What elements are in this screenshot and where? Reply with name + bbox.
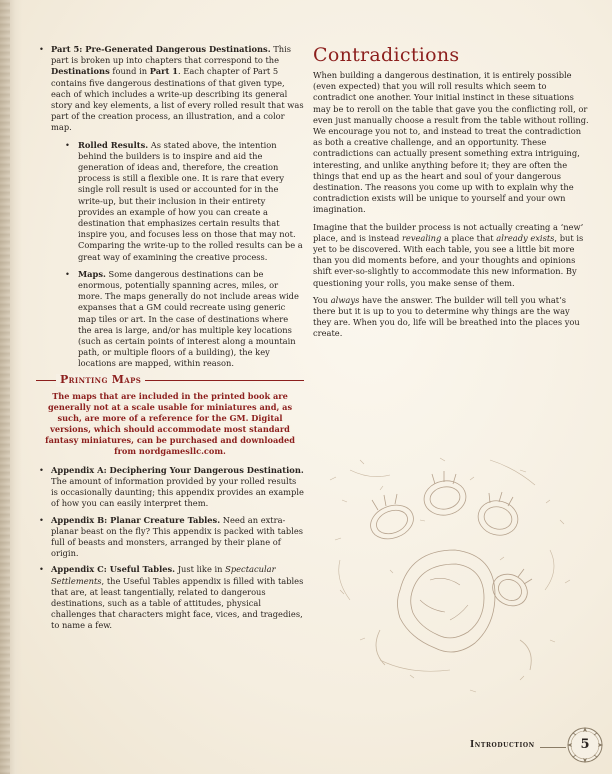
list-item-appendix-b <box>36 515 304 560</box>
emphasis-revealing: revealing <box>401 232 442 243</box>
printing-maps-sidebar <box>36 372 304 457</box>
part5-text: This part is broken up into chapters that correspond to the <box>51 44 292 66</box>
paragraph-text: Imagine that the builder process is not actually creating a ‘new’ place, and is instead <box>313 221 584 243</box>
emphasis-already-exists: already exists <box>496 232 555 243</box>
page-edge-decoration <box>0 0 22 774</box>
list-item-maps <box>51 269 304 370</box>
footer-divider <box>540 747 566 748</box>
paragraph-2 <box>313 222 589 289</box>
paragraph-text: a place that <box>441 232 497 243</box>
list-item-appendix-c <box>36 564 304 631</box>
paragraph-text: have the answer. The builder will tell you what’s there but it is up to you to determine why things are the way they are. When you do, life will be breathed into the places you create. <box>313 294 580 339</box>
list-item-part5 <box>36 44 304 370</box>
part5-text: . Each chapter of Part 5 contains five dangerous destinations of that given type, each of which includes a write-up describing its general story and key elements, a list of every rolled result that was part of the creation process, an illustration, and a color map. <box>51 66 304 133</box>
rolled-results-text: As stated above, the intention behind the builders is to inspire and aid the generation of ideas and, therefore, the creation process is still a flexible one. It is rare that every single roll result is used or accounted for in the write-up, but their inclusion in their entirety provides an example of how you can create a destination that emphasizes certain results that inspire you, and focuses less on those that may not. Comparing the write-up to the rolled results can be a great way of examining the creative process. <box>78 139 303 262</box>
right-column <box>313 44 589 346</box>
part5-text: found in <box>109 66 150 77</box>
paw-print-illustration <box>320 440 590 710</box>
sidebar-title <box>56 374 145 387</box>
section-label: Introduction <box>470 740 535 750</box>
appendix-a-title: Appendix A: Deciphering Your Dangerous Destination. <box>51 464 304 475</box>
paragraph-1: When building a dangerous destination, it is entirely possible (even expected) that you will roll results which seem to contradict one another. Your initial instinct in these situations may be to reroll on the table that gave you the conflicting roll, or even just manually choose a result from the table without rolling. We encourage you not to, and instead to treat the contradiction as both a creative challenge, and an opportunity. These contradictions can actually present something extra intriguing, interesting, and unlike anything before it; they are often the things that end up as the heart and soul of your dangerous destination. The reasons you come up with to explain why the contradiction exists will be unique to yourself and your own imagination. <box>313 70 589 215</box>
sidebar-title-cap: M <box>111 372 125 386</box>
appendix-a-text: The amount of information provided by your rolled results is occasionally daunting; this appendix provides an example of how you can easily interpret them. <box>51 475 304 509</box>
left-column <box>36 44 304 637</box>
page-number: 5 <box>580 737 590 752</box>
paragraph-3 <box>313 295 589 340</box>
list-item-rolled-results <box>51 140 304 263</box>
destinations-bold: Destinations <box>51 66 110 77</box>
section-heading: Contradictions <box>313 44 460 66</box>
appendix-b-title: Appendix B: Planar Creature Tables. <box>51 514 221 525</box>
sidebar-title-cap: P <box>60 372 69 386</box>
rolled-results-title: Rolled Results. <box>78 139 149 150</box>
part5-title: Part 5: Pre-Generated Dangerous Destinations. <box>51 44 271 54</box>
appendix-c-text: Just like in <box>175 564 226 575</box>
maps-text: Some dangerous destinations can be enormous, potentially spanning acres, miles, or more. The maps generally do not include areas wide expanses that a GM could recreate using generic map tiles or art. In the case of destinations where the area is large, and/or has multiple key locations (such as certain points of interest along a mountain path, or multiple floors of a building), the key locations are mapped, within reason. <box>78 268 299 369</box>
appendix-c-text: , the Useful Tables appendix is filled with tables that are, at least tangentially, related to dangerous destinations, such as a table of attitudes, physical challenges that characters might face, vices, and tragedies, to name a few. <box>51 575 304 631</box>
spectacular-settlements-title: Spectacular Settlements <box>51 564 276 586</box>
sidebar-title-text: aps <box>124 374 142 386</box>
sidebar-title-text: rinting <box>68 374 112 386</box>
sidebar-body: The maps that are included in the printed book are generally not at a scale usable for miniatures and, as such, are more of a reference for the GM. Digital versions, which should accommodate most standard fantasy miniatures, can be purchased and downloaded from nordgamesllc.com. <box>45 390 295 456</box>
appendix-b-text: Need an extra-planar beast on the fly? This appendix is packed with tables full of beasts and monsters, arranged by their plane of origin. <box>51 514 304 559</box>
list-item-appendix-a <box>36 465 304 510</box>
part1-bold: Part 1 <box>149 66 179 77</box>
emphasis-always: always <box>330 294 360 305</box>
paragraph-text: You <box>313 294 331 305</box>
maps-title: Maps. <box>78 268 106 279</box>
appendix-c-title: Appendix C: Useful Tables. <box>51 564 176 575</box>
paragraph-text: , but is yet to be discovered. With each table, you see a little bit more than you did moments before, and your thoughts and opinions shift ever-so-slightly to accommodate this new information. By questioning your rolls, you make sense of them. <box>313 232 584 288</box>
